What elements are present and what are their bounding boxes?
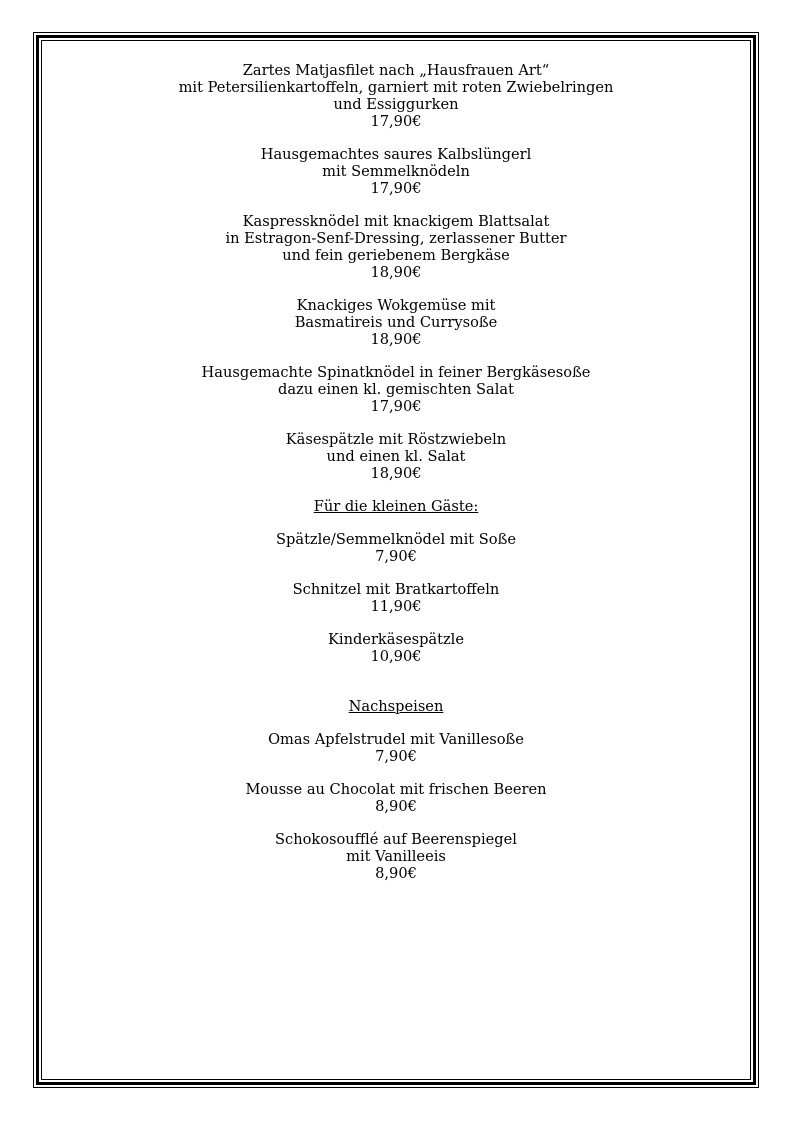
dish-price: 7,90€ <box>375 748 417 765</box>
section-spacer <box>41 681 751 698</box>
dish-description-line: mit Vanilleeis <box>346 848 446 865</box>
dish-description-line: und einen kl. Salat <box>326 448 466 465</box>
dish-price: 18,90€ <box>370 264 422 281</box>
dish-name-line: Käsespätzle mit Röstzwiebeln <box>285 431 507 448</box>
dish-name-line: Hausgemachte Spinatknödel in feiner Bergkäsesoße <box>201 364 591 381</box>
dish-name-line: Spätzle/Semmelknödel mit Soße <box>276 531 516 548</box>
dish-name-line: Schnitzel mit Bratkartoffeln <box>292 581 500 598</box>
dish-description-line: mit Semmelknödeln <box>322 163 470 180</box>
dish-name-line: Knackiges Wokgemüse mit <box>296 297 496 314</box>
dish-description-line: und Essiggurken <box>333 96 459 113</box>
dish-description-line: dazu einen kl. gemischten Salat <box>278 381 514 398</box>
menu-item-kalbsluengerl <box>41 146 751 197</box>
menu-item-matjesfilet <box>41 62 751 130</box>
dish-price: 8,90€ <box>375 798 417 815</box>
menu-item-apfelstrudel <box>41 731 751 765</box>
menu-item-schokosouffle <box>41 831 751 882</box>
menu-item-kaspressknoedel <box>41 213 751 281</box>
menu-item-spinatknoedel <box>41 364 751 415</box>
dish-price: 10,90€ <box>370 648 422 665</box>
menu-item-kids-schnitzel <box>41 581 751 615</box>
dish-price: 11,90€ <box>370 598 422 615</box>
dish-name-line: Schokosoufflé auf Beerenspiegel <box>275 831 517 848</box>
dish-description-line: und fein geriebenem Bergkäse <box>282 247 510 264</box>
dish-description-line: in Estragon-Senf-Dressing, zerlassener Butter <box>225 230 567 247</box>
dish-price: 17,90€ <box>370 180 422 197</box>
dish-description-line: mit Petersilienkartoffeln, garniert mit roten Zwiebelringen <box>178 79 614 96</box>
menu-item-kaesespaetzle <box>41 431 751 482</box>
dish-name-line: Kinderkäsespätzle <box>328 631 464 648</box>
dish-description-line: Basmatireis und Currysoße <box>294 314 498 331</box>
dish-name-line: Zartes Matjasfilet nach „Hausfrauen Art“ <box>242 62 550 79</box>
dish-name-line: Hausgemachtes saures Kalbslüngerl <box>260 146 532 163</box>
dish-price: 7,90€ <box>375 548 417 565</box>
dish-price: 18,90€ <box>370 465 422 482</box>
dessert-section-heading: Nachspeisen <box>348 698 444 715</box>
kids-section-heading: Für die kleinen Gäste: <box>313 498 479 515</box>
menu-content <box>41 62 751 898</box>
menu-item-kids-spaetzle <box>41 531 751 565</box>
dish-name-line: Kaspressknödel mit knackigem Blattsalat <box>242 213 550 230</box>
dish-price: 18,90€ <box>370 331 422 348</box>
dish-name-line: Omas Apfelstrudel mit Vanillesoße <box>268 731 524 748</box>
dish-price: 8,90€ <box>375 865 417 882</box>
dish-price: 17,90€ <box>370 398 422 415</box>
dish-price: 17,90€ <box>370 113 422 130</box>
menu-item-kids-kaesespaetzle <box>41 631 751 665</box>
dish-name-line: Mousse au Chocolat mit frischen Beeren <box>245 781 547 798</box>
menu-item-mousse <box>41 781 751 815</box>
menu-item-wokgemuese <box>41 297 751 348</box>
